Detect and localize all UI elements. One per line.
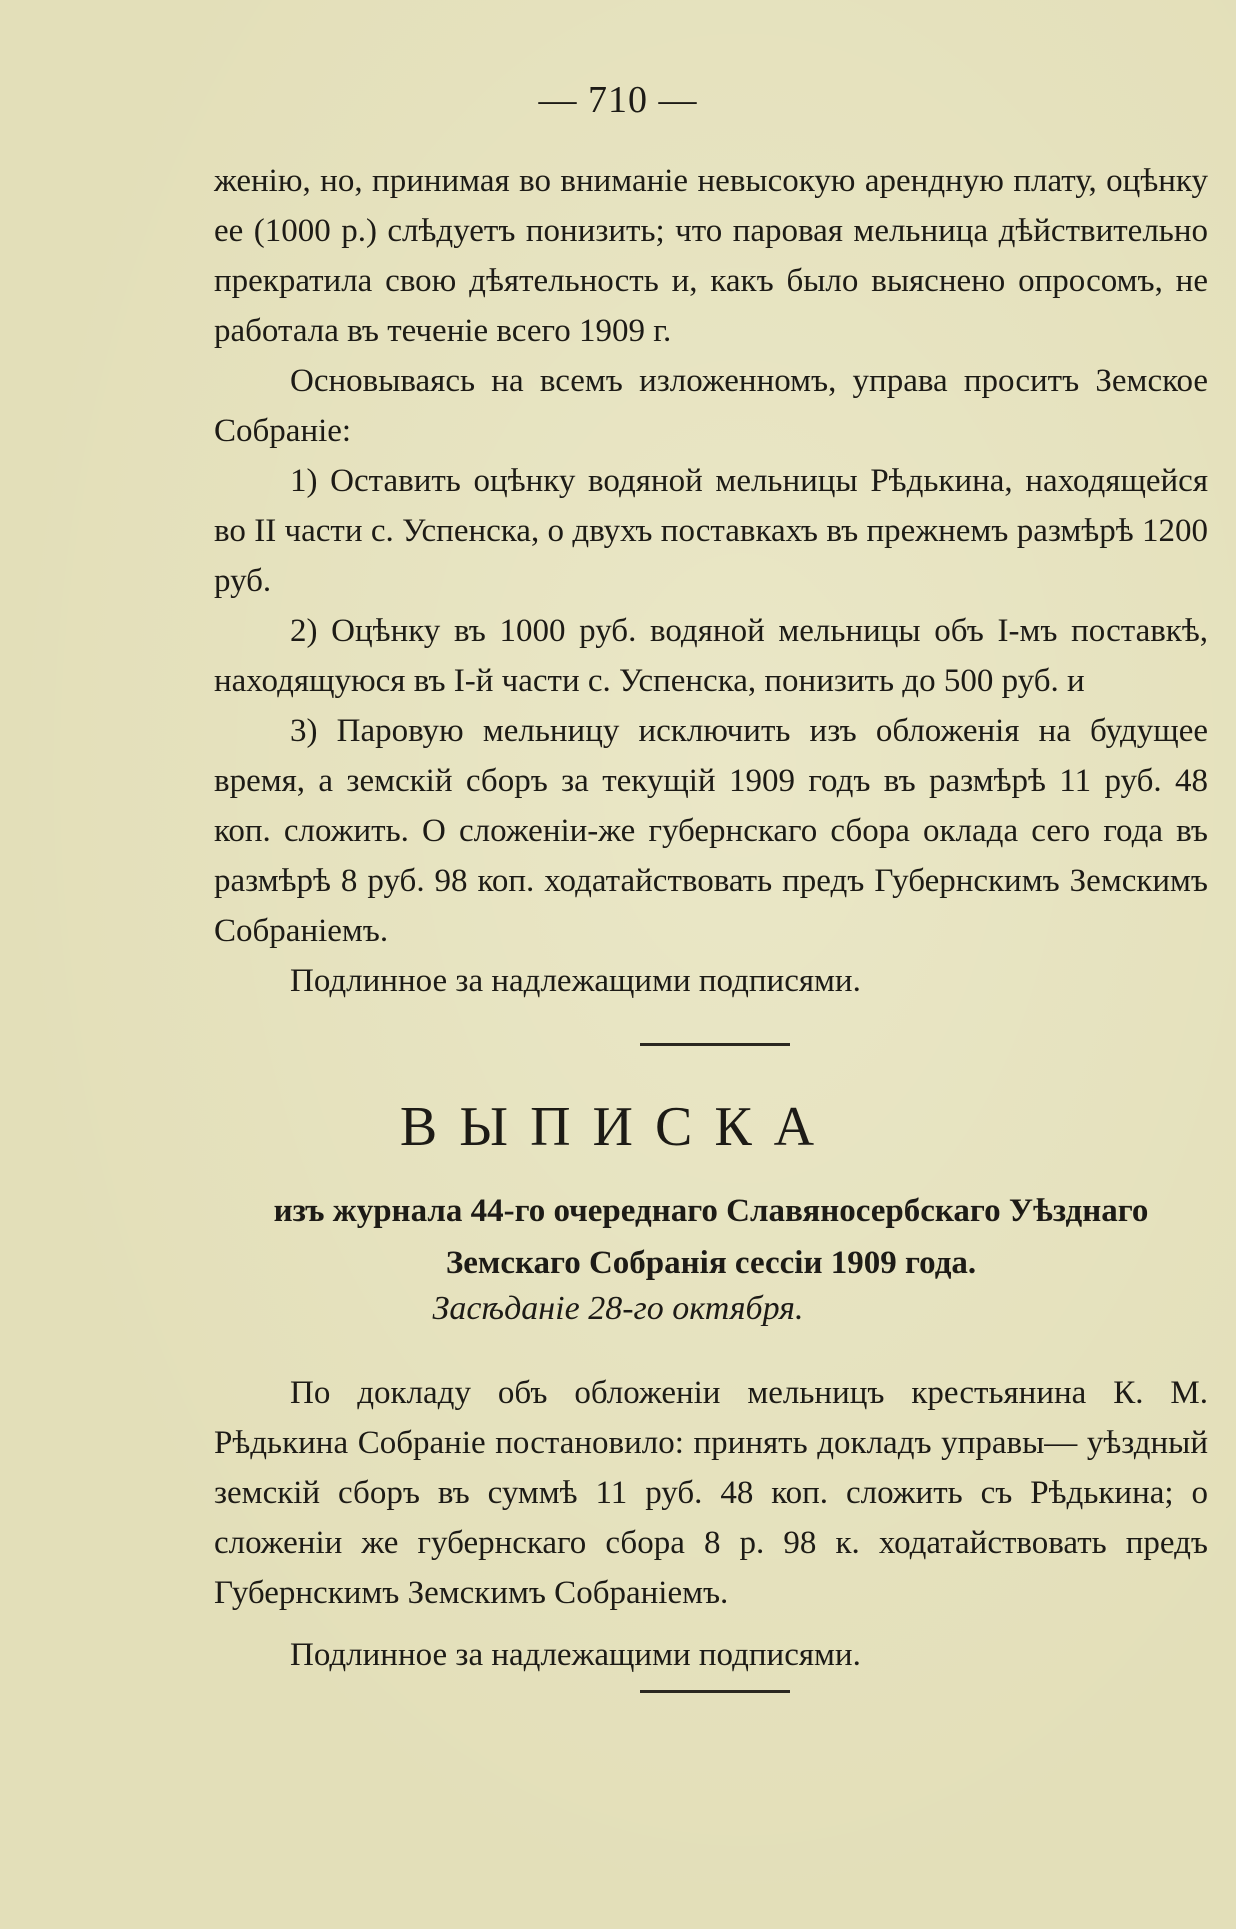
paragraph-item-3: 3) Паровую мельницу исключить изъ обложенія на будущее время, а земскій сборъ за текущій 1909 годъ въ размѣрѣ 11 руб. 48 коп. сложить. О сложеніи-же губернскаго сбора оклада сего года въ размѣрѣ 8 руб. 98 коп. ходатайствовать предъ Губернскимъ Земскимъ Собраніемъ.	[214, 713, 1208, 949]
signature-note: Подлинное за надлежащими подписями.	[290, 963, 861, 999]
paragraph-item-1: 1) Оставить оцѣнку водяной мельницы Рѣдькина, находящейся во II части с. Успенска, о двухъ поставкахъ въ прежнемъ размѣрѣ 1200 руб.	[214, 463, 1208, 599]
paragraph-request: Основываясь на всемъ изложенномъ, управа проситъ Земское Собраніе:	[214, 363, 1208, 449]
paragraph-continuation: женію, но, принимая во вниманіе невысокую арендную плату, оцѣнку ее (1000 р.) слѣдуетъ понизить; что паровая мельница дѣйствительно прекратила свою дѣятельность и, какъ было выяснено опросомъ, не работала въ теченіе всего 1909 г.	[214, 163, 1208, 349]
extract-title: ВЫПИСКА	[399, 1096, 837, 1158]
extract-heading: изъ журнала 44-го очереднаго Славяносербскаго Уѣзднаго Земскаго Собранія сессіи 1909 года.	[273, 1193, 1149, 1281]
section-divider	[640, 1043, 790, 1046]
signature-note: Подлинное за надлежащими подписями.	[290, 1637, 861, 1673]
report-body	[214, 156, 1208, 1006]
page-number: — 710 —	[538, 79, 698, 121]
paragraph-resolution: По докладу объ обложеніи мельницъ крестьянина К. М. Рѣдькина Собраніе постановило: принять докладъ управы— уѣздный земскій сборъ въ суммѣ 11 руб. 48 коп. сложить съ Рѣдькина; о сложеніи же губернскаго сбора 8 р. 98 к. ходатайствовать предъ Губернскимъ Земскимъ Собраніемъ.	[214, 1375, 1208, 1611]
session-date: Засѣданіе 28-го октября.	[432, 1290, 804, 1327]
paragraph-item-2: 2) Оцѣнку въ 1000 руб. водяной мельницы объ I-мъ поставкѣ, находящуюся въ I-й части с. Успенска, понизить до 500 руб. и	[214, 613, 1208, 699]
end-divider	[640, 1690, 790, 1693]
extract-body	[214, 1368, 1208, 1680]
